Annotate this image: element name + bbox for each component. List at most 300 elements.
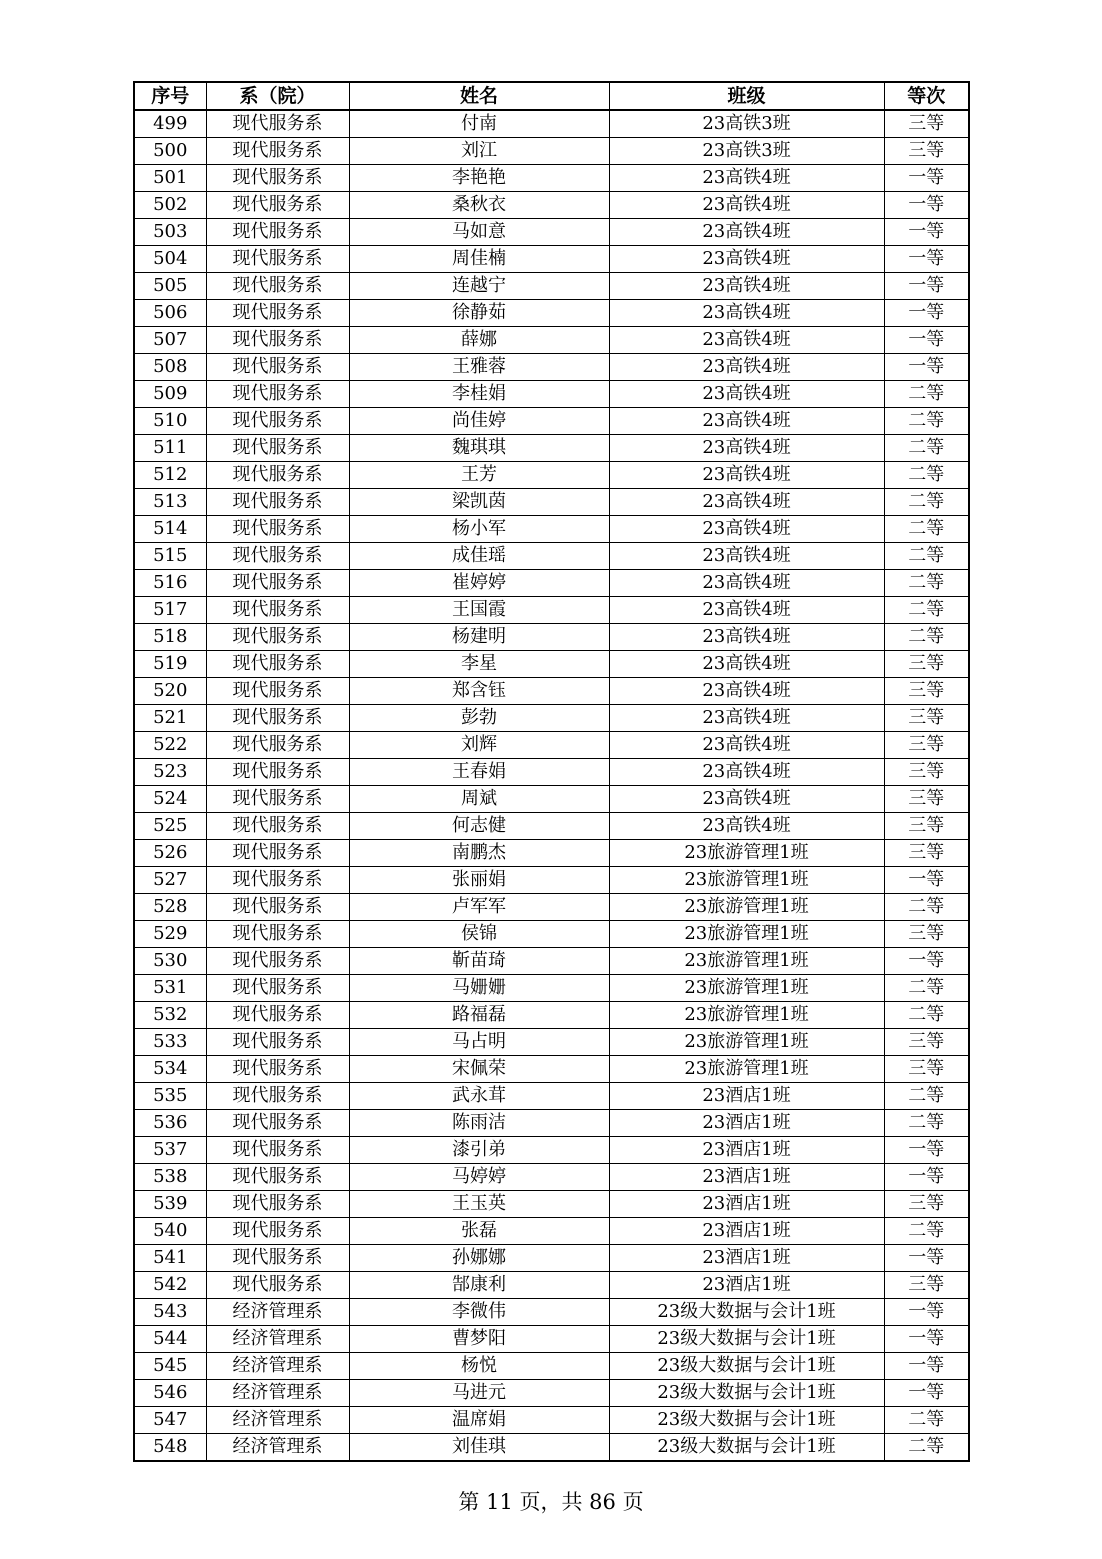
table-row	[134, 246, 969, 273]
cell-index: 502	[134, 192, 206, 219]
table-row	[134, 651, 969, 678]
cell-name: 杨建明	[349, 624, 609, 651]
cell-grade: 一等	[884, 219, 969, 246]
header-grade: 等次	[884, 82, 969, 110]
cell-index: 524	[134, 786, 206, 813]
cell-department: 现代服务系	[206, 408, 349, 435]
cell-class: 23高铁4班	[609, 786, 884, 813]
cell-name: 尚佳婷	[349, 408, 609, 435]
cell-department: 现代服务系	[206, 894, 349, 921]
cell-index: 535	[134, 1083, 206, 1110]
cell-department: 现代服务系	[206, 489, 349, 516]
cell-index: 512	[134, 462, 206, 489]
cell-grade: 一等	[884, 1245, 969, 1272]
cell-class: 23酒店1班	[609, 1137, 884, 1164]
cell-class: 23高铁4班	[609, 543, 884, 570]
cell-index: 523	[134, 759, 206, 786]
table-row	[134, 732, 969, 759]
cell-class: 23酒店1班	[609, 1245, 884, 1272]
cell-name: 杨悦	[349, 1353, 609, 1380]
cell-department: 现代服务系	[206, 300, 349, 327]
student-roster-table	[133, 81, 970, 1462]
cell-grade: 一等	[884, 192, 969, 219]
cell-class: 23高铁4班	[609, 732, 884, 759]
cell-department: 现代服务系	[206, 462, 349, 489]
header-name: 姓名	[349, 82, 609, 110]
cell-class: 23高铁4班	[609, 651, 884, 678]
table-row	[134, 1191, 969, 1218]
cell-index: 531	[134, 975, 206, 1002]
cell-index: 508	[134, 354, 206, 381]
cell-grade: 二等	[884, 1002, 969, 1029]
cell-class: 23酒店1班	[609, 1083, 884, 1110]
cell-grade: 一等	[884, 300, 969, 327]
table-row	[134, 462, 969, 489]
cell-grade: 一等	[884, 1299, 969, 1326]
cell-name: 周斌	[349, 786, 609, 813]
cell-name: 周佳楠	[349, 246, 609, 273]
cell-department: 现代服务系	[206, 1110, 349, 1137]
table-row	[134, 1353, 969, 1380]
cell-grade: 二等	[884, 435, 969, 462]
table-row	[134, 219, 969, 246]
cell-grade: 一等	[884, 354, 969, 381]
table-row	[134, 1380, 969, 1407]
cell-grade: 三等	[884, 110, 969, 138]
cell-department: 现代服务系	[206, 165, 349, 192]
cell-name: 郜康利	[349, 1272, 609, 1299]
cell-department: 现代服务系	[206, 192, 349, 219]
cell-index: 505	[134, 273, 206, 300]
cell-class: 23高铁4班	[609, 300, 884, 327]
table-row	[134, 1434, 969, 1462]
cell-grade: 二等	[884, 1218, 969, 1245]
table-row	[134, 570, 969, 597]
cell-grade: 三等	[884, 705, 969, 732]
cell-class: 23高铁4班	[609, 678, 884, 705]
cell-grade: 一等	[884, 1164, 969, 1191]
cell-grade: 二等	[884, 489, 969, 516]
table-row	[134, 597, 969, 624]
table-row	[134, 110, 969, 138]
cell-grade: 三等	[884, 759, 969, 786]
cell-name: 李星	[349, 651, 609, 678]
table-row	[134, 1029, 969, 1056]
cell-grade: 三等	[884, 732, 969, 759]
cell-index: 520	[134, 678, 206, 705]
cell-index: 526	[134, 840, 206, 867]
cell-index: 529	[134, 921, 206, 948]
cell-class: 23酒店1班	[609, 1164, 884, 1191]
cell-class: 23酒店1班	[609, 1191, 884, 1218]
table-row	[134, 273, 969, 300]
cell-department: 现代服务系	[206, 759, 349, 786]
cell-grade: 二等	[884, 462, 969, 489]
cell-grade: 二等	[884, 570, 969, 597]
header-department: 系（院）	[206, 82, 349, 110]
cell-class: 23高铁4班	[609, 273, 884, 300]
cell-name: 王玉英	[349, 1191, 609, 1218]
cell-index: 499	[134, 110, 206, 138]
cell-index: 507	[134, 327, 206, 354]
cell-name: 张磊	[349, 1218, 609, 1245]
table-row	[134, 1245, 969, 1272]
cell-grade: 一等	[884, 273, 969, 300]
table-row	[134, 1299, 969, 1326]
cell-name: 梁凯茵	[349, 489, 609, 516]
cell-name: 马如意	[349, 219, 609, 246]
cell-department: 现代服务系	[206, 948, 349, 975]
cell-department: 现代服务系	[206, 921, 349, 948]
cell-department: 现代服务系	[206, 1245, 349, 1272]
page-footer: 第 11 页，共 86 页	[458, 1490, 644, 1514]
cell-grade: 三等	[884, 786, 969, 813]
cell-index: 542	[134, 1272, 206, 1299]
cell-class: 23高铁4班	[609, 219, 884, 246]
cell-name: 马姗姗	[349, 975, 609, 1002]
cell-department: 现代服务系	[206, 1164, 349, 1191]
cell-name: 温席娟	[349, 1407, 609, 1434]
cell-department: 经济管理系	[206, 1380, 349, 1407]
table-row	[134, 1002, 969, 1029]
cell-name: 陈雨洁	[349, 1110, 609, 1137]
cell-index: 537	[134, 1137, 206, 1164]
cell-index: 521	[134, 705, 206, 732]
table-row	[134, 975, 969, 1002]
cell-name: 卢军军	[349, 894, 609, 921]
cell-class: 23高铁4班	[609, 327, 884, 354]
cell-class: 23旅游管理1班	[609, 894, 884, 921]
cell-grade: 二等	[884, 975, 969, 1002]
cell-class: 23级大数据与会计1班	[609, 1434, 884, 1462]
cell-index: 532	[134, 1002, 206, 1029]
table-row	[134, 381, 969, 408]
cell-index: 545	[134, 1353, 206, 1380]
cell-department: 经济管理系	[206, 1299, 349, 1326]
cell-grade: 一等	[884, 165, 969, 192]
cell-class: 23高铁4班	[609, 354, 884, 381]
table-header-row	[134, 82, 969, 110]
cell-class: 23级大数据与会计1班	[609, 1299, 884, 1326]
cell-grade: 三等	[884, 1029, 969, 1056]
cell-class: 23高铁4班	[609, 813, 884, 840]
cell-class: 23高铁4班	[609, 516, 884, 543]
cell-department: 现代服务系	[206, 1137, 349, 1164]
cell-department: 现代服务系	[206, 1056, 349, 1083]
cell-class: 23高铁4班	[609, 408, 884, 435]
cell-index: 540	[134, 1218, 206, 1245]
cell-name: 漆引弟	[349, 1137, 609, 1164]
table-row	[134, 840, 969, 867]
table-row	[134, 543, 969, 570]
cell-name: 桑秋衣	[349, 192, 609, 219]
cell-grade: 一等	[884, 246, 969, 273]
cell-class: 23旅游管理1班	[609, 1056, 884, 1083]
cell-index: 504	[134, 246, 206, 273]
table-row	[134, 354, 969, 381]
cell-index: 543	[134, 1299, 206, 1326]
table-row	[134, 1326, 969, 1353]
header-index: 序号	[134, 82, 206, 110]
cell-index: 538	[134, 1164, 206, 1191]
cell-name: 成佳瑶	[349, 543, 609, 570]
table-row	[134, 408, 969, 435]
table-row	[134, 1407, 969, 1434]
cell-class: 23高铁3班	[609, 138, 884, 165]
cell-grade: 三等	[884, 840, 969, 867]
table-row	[134, 759, 969, 786]
cell-class: 23旅游管理1班	[609, 867, 884, 894]
cell-class: 23旅游管理1班	[609, 975, 884, 1002]
cell-department: 现代服务系	[206, 381, 349, 408]
cell-name: 南鹏杰	[349, 840, 609, 867]
cell-department: 现代服务系	[206, 543, 349, 570]
cell-index: 522	[134, 732, 206, 759]
cell-name: 王春娟	[349, 759, 609, 786]
cell-name: 薛娜	[349, 327, 609, 354]
cell-department: 现代服务系	[206, 1272, 349, 1299]
cell-name: 侯锦	[349, 921, 609, 948]
cell-index: 513	[134, 489, 206, 516]
cell-department: 经济管理系	[206, 1434, 349, 1462]
cell-grade: 一等	[884, 1137, 969, 1164]
cell-department: 现代服务系	[206, 597, 349, 624]
cell-name: 张丽娟	[349, 867, 609, 894]
table-row	[134, 327, 969, 354]
table-row	[134, 948, 969, 975]
cell-name: 李微伟	[349, 1299, 609, 1326]
cell-index: 525	[134, 813, 206, 840]
cell-class: 23高铁4班	[609, 381, 884, 408]
cell-department: 现代服务系	[206, 975, 349, 1002]
cell-department: 经济管理系	[206, 1353, 349, 1380]
cell-class: 23酒店1班	[609, 1272, 884, 1299]
cell-department: 现代服务系	[206, 570, 349, 597]
table-row	[134, 1110, 969, 1137]
table-row	[134, 1272, 969, 1299]
cell-name: 武永茸	[349, 1083, 609, 1110]
cell-department: 经济管理系	[206, 1326, 349, 1353]
table-row	[134, 489, 969, 516]
table-body	[134, 110, 969, 1461]
cell-index: 518	[134, 624, 206, 651]
table-row	[134, 624, 969, 651]
cell-index: 544	[134, 1326, 206, 1353]
cell-name: 刘辉	[349, 732, 609, 759]
cell-index: 536	[134, 1110, 206, 1137]
cell-class: 23级大数据与会计1班	[609, 1407, 884, 1434]
cell-grade: 三等	[884, 138, 969, 165]
cell-department: 现代服务系	[206, 813, 349, 840]
cell-department: 现代服务系	[206, 327, 349, 354]
cell-department: 现代服务系	[206, 273, 349, 300]
cell-class: 23旅游管理1班	[609, 921, 884, 948]
cell-grade: 二等	[884, 408, 969, 435]
cell-name: 何志健	[349, 813, 609, 840]
table-row	[134, 813, 969, 840]
table-row	[134, 1164, 969, 1191]
cell-department: 经济管理系	[206, 1407, 349, 1434]
cell-name: 彭勃	[349, 705, 609, 732]
cell-department: 现代服务系	[206, 651, 349, 678]
cell-index: 547	[134, 1407, 206, 1434]
cell-index: 533	[134, 1029, 206, 1056]
cell-class: 23高铁3班	[609, 110, 884, 138]
cell-department: 现代服务系	[206, 1029, 349, 1056]
table-row	[134, 192, 969, 219]
cell-index: 548	[134, 1434, 206, 1462]
cell-grade: 三等	[884, 813, 969, 840]
cell-index: 546	[134, 1380, 206, 1407]
cell-grade: 一等	[884, 948, 969, 975]
cell-name: 连越宁	[349, 273, 609, 300]
cell-name: 徐静茹	[349, 300, 609, 327]
cell-index: 517	[134, 597, 206, 624]
cell-index: 515	[134, 543, 206, 570]
cell-class: 23旅游管理1班	[609, 948, 884, 975]
table-row	[134, 786, 969, 813]
cell-grade: 三等	[884, 1272, 969, 1299]
cell-grade: 二等	[884, 1434, 969, 1462]
cell-class: 23级大数据与会计1班	[609, 1353, 884, 1380]
cell-class: 23高铁4班	[609, 489, 884, 516]
cell-index: 510	[134, 408, 206, 435]
cell-department: 现代服务系	[206, 1218, 349, 1245]
table-row	[134, 1056, 969, 1083]
table-row	[134, 705, 969, 732]
table-row	[134, 867, 969, 894]
cell-class: 23酒店1班	[609, 1110, 884, 1137]
cell-department: 现代服务系	[206, 867, 349, 894]
cell-name: 崔婷婷	[349, 570, 609, 597]
cell-grade: 二等	[884, 381, 969, 408]
cell-class: 23级大数据与会计1班	[609, 1326, 884, 1353]
cell-name: 王国霞	[349, 597, 609, 624]
cell-grade: 三等	[884, 921, 969, 948]
cell-class: 23高铁4班	[609, 462, 884, 489]
cell-grade: 二等	[884, 543, 969, 570]
cell-class: 23高铁4班	[609, 192, 884, 219]
cell-index: 539	[134, 1191, 206, 1218]
cell-name: 付南	[349, 110, 609, 138]
cell-index: 509	[134, 381, 206, 408]
cell-grade: 二等	[884, 597, 969, 624]
cell-name: 马婷婷	[349, 1164, 609, 1191]
cell-department: 现代服务系	[206, 1002, 349, 1029]
cell-name: 曹梦阳	[349, 1326, 609, 1353]
cell-grade: 二等	[884, 1407, 969, 1434]
cell-name: 马占明	[349, 1029, 609, 1056]
cell-grade: 二等	[884, 1083, 969, 1110]
cell-grade: 三等	[884, 678, 969, 705]
cell-index: 511	[134, 435, 206, 462]
cell-grade: 三等	[884, 1056, 969, 1083]
cell-index: 516	[134, 570, 206, 597]
cell-department: 现代服务系	[206, 219, 349, 246]
table-row	[134, 1218, 969, 1245]
cell-department: 现代服务系	[206, 624, 349, 651]
cell-name: 魏琪琪	[349, 435, 609, 462]
cell-name: 郑含钰	[349, 678, 609, 705]
cell-name: 王雅蓉	[349, 354, 609, 381]
cell-name: 刘佳琪	[349, 1434, 609, 1462]
table-row	[134, 165, 969, 192]
cell-name: 李艳艳	[349, 165, 609, 192]
cell-department: 现代服务系	[206, 705, 349, 732]
cell-department: 现代服务系	[206, 435, 349, 462]
table-row	[134, 894, 969, 921]
cell-class: 23旅游管理1班	[609, 1002, 884, 1029]
cell-class: 23旅游管理1班	[609, 1029, 884, 1056]
table-row	[134, 138, 969, 165]
cell-department: 现代服务系	[206, 840, 349, 867]
cell-department: 现代服务系	[206, 110, 349, 138]
cell-grade: 三等	[884, 1191, 969, 1218]
cell-name: 李桂娟	[349, 381, 609, 408]
cell-index: 514	[134, 516, 206, 543]
cell-class: 23高铁4班	[609, 624, 884, 651]
cell-index: 501	[134, 165, 206, 192]
cell-grade: 二等	[884, 624, 969, 651]
cell-index: 541	[134, 1245, 206, 1272]
cell-name: 路福磊	[349, 1002, 609, 1029]
cell-class: 23高铁4班	[609, 570, 884, 597]
cell-grade: 二等	[884, 516, 969, 543]
header-class: 班级	[609, 82, 884, 110]
cell-department: 现代服务系	[206, 1083, 349, 1110]
cell-grade: 二等	[884, 1110, 969, 1137]
cell-department: 现代服务系	[206, 246, 349, 273]
table-row	[134, 1083, 969, 1110]
cell-department: 现代服务系	[206, 678, 349, 705]
table-row	[134, 921, 969, 948]
cell-name: 马进元	[349, 1380, 609, 1407]
cell-class: 23高铁4班	[609, 246, 884, 273]
table-row	[134, 678, 969, 705]
cell-department: 现代服务系	[206, 354, 349, 381]
cell-grade: 一等	[884, 1380, 969, 1407]
cell-grade: 二等	[884, 894, 969, 921]
cell-class: 23高铁4班	[609, 597, 884, 624]
cell-department: 现代服务系	[206, 1191, 349, 1218]
cell-index: 503	[134, 219, 206, 246]
cell-department: 现代服务系	[206, 516, 349, 543]
cell-name: 王芳	[349, 462, 609, 489]
cell-class: 23旅游管理1班	[609, 840, 884, 867]
cell-grade: 一等	[884, 867, 969, 894]
cell-class: 23酒店1班	[609, 1218, 884, 1245]
cell-index: 530	[134, 948, 206, 975]
cell-index: 500	[134, 138, 206, 165]
cell-class: 23高铁4班	[609, 165, 884, 192]
cell-grade: 一等	[884, 1326, 969, 1353]
table-row	[134, 300, 969, 327]
cell-grade: 一等	[884, 327, 969, 354]
table-row	[134, 435, 969, 462]
cell-department: 现代服务系	[206, 138, 349, 165]
cell-name: 孙娜娜	[349, 1245, 609, 1272]
cell-index: 527	[134, 867, 206, 894]
cell-name: 杨小军	[349, 516, 609, 543]
cell-index: 506	[134, 300, 206, 327]
cell-class: 23高铁4班	[609, 705, 884, 732]
cell-name: 刘江	[349, 138, 609, 165]
cell-name: 宋佩荣	[349, 1056, 609, 1083]
cell-department: 现代服务系	[206, 786, 349, 813]
cell-index: 534	[134, 1056, 206, 1083]
cell-class: 23高铁4班	[609, 759, 884, 786]
cell-grade: 三等	[884, 651, 969, 678]
